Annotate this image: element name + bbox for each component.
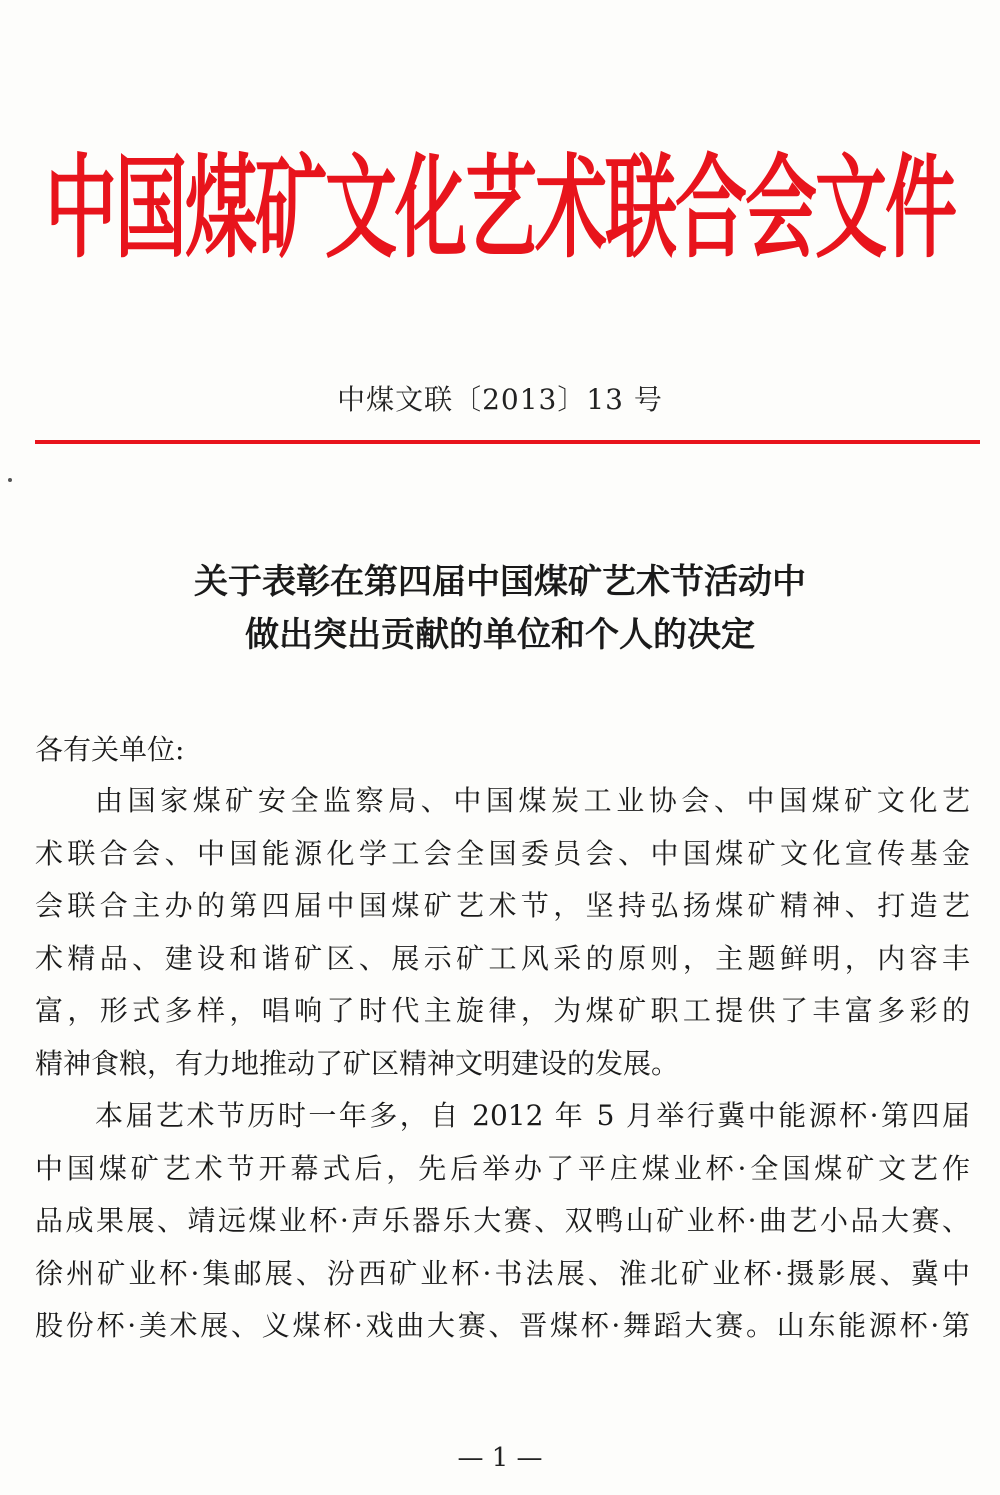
- red-divider-rule: [35, 440, 980, 444]
- paragraph-1: [35, 775, 970, 1090]
- paragraph-line: 术精品、建设和谐矿区、展示矿工风采的原则，主题鲜明，内容丰: [35, 941, 970, 975]
- paragraph-line: 中国煤矿艺术节开幕式后，先后举办了平庄煤业杯·全国煤矿文艺作: [35, 1151, 970, 1185]
- letterhead-title: 中国煤矿文化艺术联合会文件: [44, 142, 955, 273]
- paragraph-line: 股份杯·美术展、义煤杯·戏曲大赛、晋煤杯·舞蹈大赛。山东能源杯·第: [35, 1309, 970, 1342]
- document-title-line-1: 关于表彰在第四届中国煤矿艺术节活动中: [194, 562, 806, 602]
- paragraph-line: 富，形式多样，唱响了时代主旋律，为煤矿职工提供了丰富多彩的: [35, 994, 970, 1027]
- paragraph-line: 品成果展、靖远煤业杯·声乐器乐大赛、双鸭山矿业杯·曲艺小品大赛、: [35, 1204, 970, 1237]
- paragraph-line: 徐州矿业杯·集邮展、汾西矿业杯·书法展、淮北矿业杯·摄影展、冀中: [35, 1256, 970, 1290]
- document-title: [0, 556, 1000, 662]
- paragraph-line: 本届艺术节历时一年多，自 2012 年 5 月举行冀中能源杯·第四届: [95, 1099, 970, 1132]
- document-title-line-2: 做出突出贡献的单位和个人的决定: [245, 615, 755, 655]
- paragraph-line: 术联合会、中国能源化学工会全国委员会、中国煤矿文化宣传基金: [35, 836, 970, 870]
- paragraph-line: 由国家煤矿安全监察局、中国煤炭工业协会、中国煤矿文化艺: [95, 784, 970, 817]
- scan-speck: [8, 478, 12, 482]
- paragraph-line: 精神食粮，有力地推动了矿区精神文明建设的发展。: [35, 1046, 680, 1080]
- salutation: 各有关单位:: [35, 733, 185, 766]
- document-body: [35, 775, 970, 1353]
- paragraph-line: 会联合主办的第四届中国煤矿艺术节，坚持弘扬煤矿精神、打造艺: [35, 889, 970, 922]
- paragraph-2: [35, 1090, 970, 1353]
- document-number: 中煤文联〔2013〕13 号: [337, 383, 663, 416]
- page-number: — 1 —: [457, 1443, 543, 1473]
